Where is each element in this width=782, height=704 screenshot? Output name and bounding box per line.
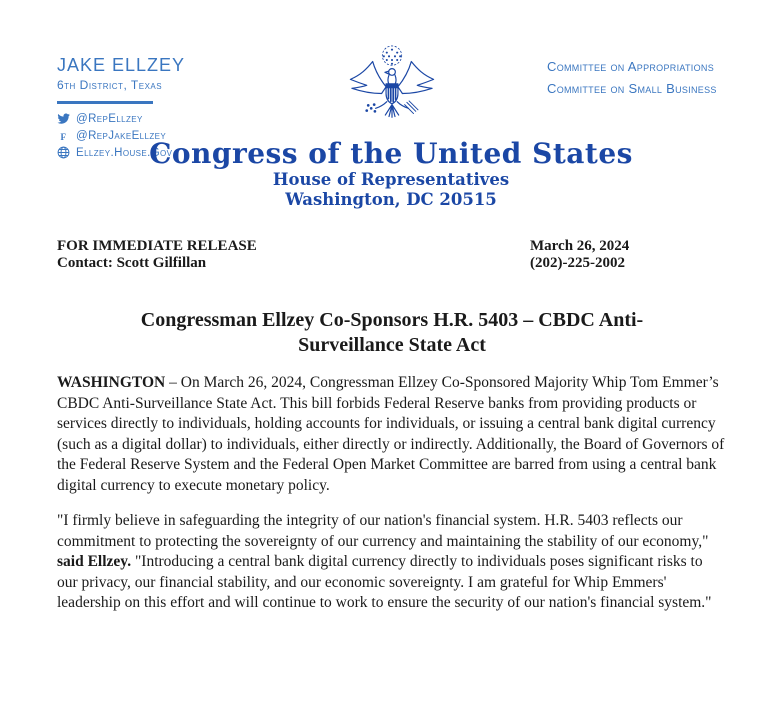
committee-line: Committee on Appropriations (547, 59, 715, 74)
release-date: March 26, 2024 (530, 238, 630, 254)
divider-rule (57, 101, 153, 104)
press-release-body (57, 238, 727, 614)
paragraph-2 (57, 511, 727, 614)
congress-address: Washington, DC 20515 (285, 190, 497, 209)
quote-part-2: "Introducing a central bank digital currency directly to individuals poses significant risks to our privacy, our financial stability, and our economic sovereignty. I am grateful for Whip Emmers' leadership on this effort and will continue to work to ensure the security of our nation's financial system." (57, 553, 712, 611)
release-info-right (530, 238, 629, 272)
social-row-twitter (57, 112, 185, 125)
release-info-row (57, 238, 727, 272)
twitter-icon (57, 112, 70, 125)
quote-part-1: "I firmly believe in safeguarding the integrity of our nation's financial system. H.R. 5403 reflects our commitment to protecting the sovereignty of our currency and maintaining the stability of our economy," (57, 512, 709, 550)
committee-assignments (547, 56, 717, 100)
congress-title: Congress of the United States (149, 137, 633, 170)
great-seal-eagle-icon (340, 42, 444, 142)
committee-line: Committee on Small Business (547, 81, 717, 96)
attribution: said Ellzey. (57, 553, 132, 570)
facebook-icon: f (60, 128, 67, 143)
release-contact: Contact: Scott Gilfillan (57, 255, 207, 271)
social-handle: @RepEllzey (76, 112, 143, 125)
congress-banner (0, 138, 782, 210)
dateline: WASHINGTON (57, 374, 166, 391)
social-handle: Ellzey.House.Gov (76, 146, 173, 159)
member-name: JAKE ELLZEY (57, 55, 186, 75)
release-phone: (202)-225-2002 (530, 255, 625, 271)
paragraph-1 (57, 373, 727, 496)
member-district: 6th District, Texas (57, 78, 163, 92)
release-status: FOR IMMEDIATE RELEASE (57, 238, 257, 254)
congress-chamber: House of Representatives (272, 170, 510, 189)
headline: Congressman Ellzey Co-Sponsors H.R. 5403 – CBDC Anti-Surveillance State Act (140, 309, 644, 356)
social-handle: @RepJakeEllzey (76, 129, 167, 142)
paragraph-1-text: – On March 26, 2024, Congressman Ellzey Co-Sponsored Majority Whip Tom Emmer’s CBDC Anti-Surveillance State Act. This bill forbids Federal Reserve banks from providing products or services directly to individuals, holding accounts for individuals, or issuing a central bank digital currency (such as a digital dollar) to individuals, either directly or indirectly. Additionally, the Board of Governors of the Federal Reserve System and the Federal Open Market Committee are barred from using a central bank digital currency to execute monetary policy. (57, 374, 725, 494)
